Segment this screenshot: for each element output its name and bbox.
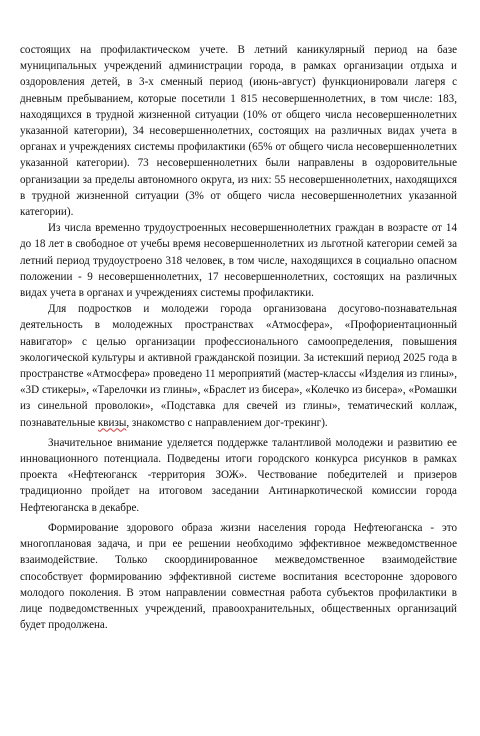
paragraph-youth-spaces-text: Для подростков и молодежи города организована досугово-познавательная деятельность в молодежных пространствах «Атмосфера», «Профориентационный навигатор» с целью организации профессионального самоопределения, повышения экологической культуры и активной гражданской позиции. За истекший период 2025 года в пространстве «Атмосфера» проведено 11 мероприятий (мастер-классы «Изделия из глины», «3D стикеры», «Тарелочки из глины», «Браслет из бисера», «Колечко из бисера», «Ромашки из синельной проволоки», «Подставка для свечей из глины», тематический коллаж, познавательные — [20, 303, 457, 429]
paragraph-healthy-lifestyle: Формирование здорового образа жизни населения города Нефтеюганска - это многоплановая задача, и при ее решении необходимо эффективное межведомственное взаимодействие. Только скоординированное межведомственное взаимодействие способствует формированию эффективной системе воспитания всесторонне здорового молодого поколения. В этом направлении совместная работа субъектов профилактики в лице подведомственных учреждений, правоохранительных, общественных организаций будет продолжена. — [20, 521, 457, 632]
spellcheck-flagged-word: квизы — [97, 416, 127, 429]
paragraph-employment: Из числа временно трудоустроенных несовершеннолетних граждан в возрасте от 14 до 18 лет в свободное от учебы время несовершеннолетних из льготной категории семей за летний период трудоустроено 318 человек, в том числе, находящихся в социально опасном положении - 9 несовершеннолетних, 17 несовершеннолетних, состоящих на различных видах учета в органах и учреждениях системы профилактики. — [20, 222, 457, 300]
paragraph-youth-spaces-end: , знакомство с направлением дог-трекинг). — [126, 416, 328, 429]
paragraph-talented-youth: Значительное внимание уделяется поддержке талантливой молодежи и развитию ее инновационного потенциала. Подведены итоги городского конкурса рисунков в рамках проекта «Нефтеюганск -территория ЗОЖ». Чествование победителей и призеров традиционно пройдет на итоговом заседании Антинаркотической комиссии города Нефтеюганска в декабре. — [20, 436, 457, 514]
paragraph-summer-camps: состоящих на профилактическом учете. В летний каникулярный период на базе муниципальных учреждений администрации города, в рамках организации отдыха и оздоровления детей, в 3-х сменный период (июнь-август) функционировали лагеря с дневным пребыванием, которые посетили 1 815 несовершеннолетних, в том числе: 183, находящихся в трудной жизненной ситуации (10% от общего числа несовершеннолетних указанной категории), 34 несовершеннолетних, состоящих на различных видах учета в органах и учреждениях системы профилактики (65% от общего числа несовершеннолетних указанной категории). 73 несовершеннолетних были направлены в оздоровительные организации за пределы автономного округа, из них: 55 несовершеннолетних, находящихся в трудной жизненной ситуации (3% от общего числа несовершеннолетних указанной категории). — [20, 44, 457, 219]
paragraph-youth-spaces — [20, 301, 457, 431]
document-page — [20, 42, 457, 633]
